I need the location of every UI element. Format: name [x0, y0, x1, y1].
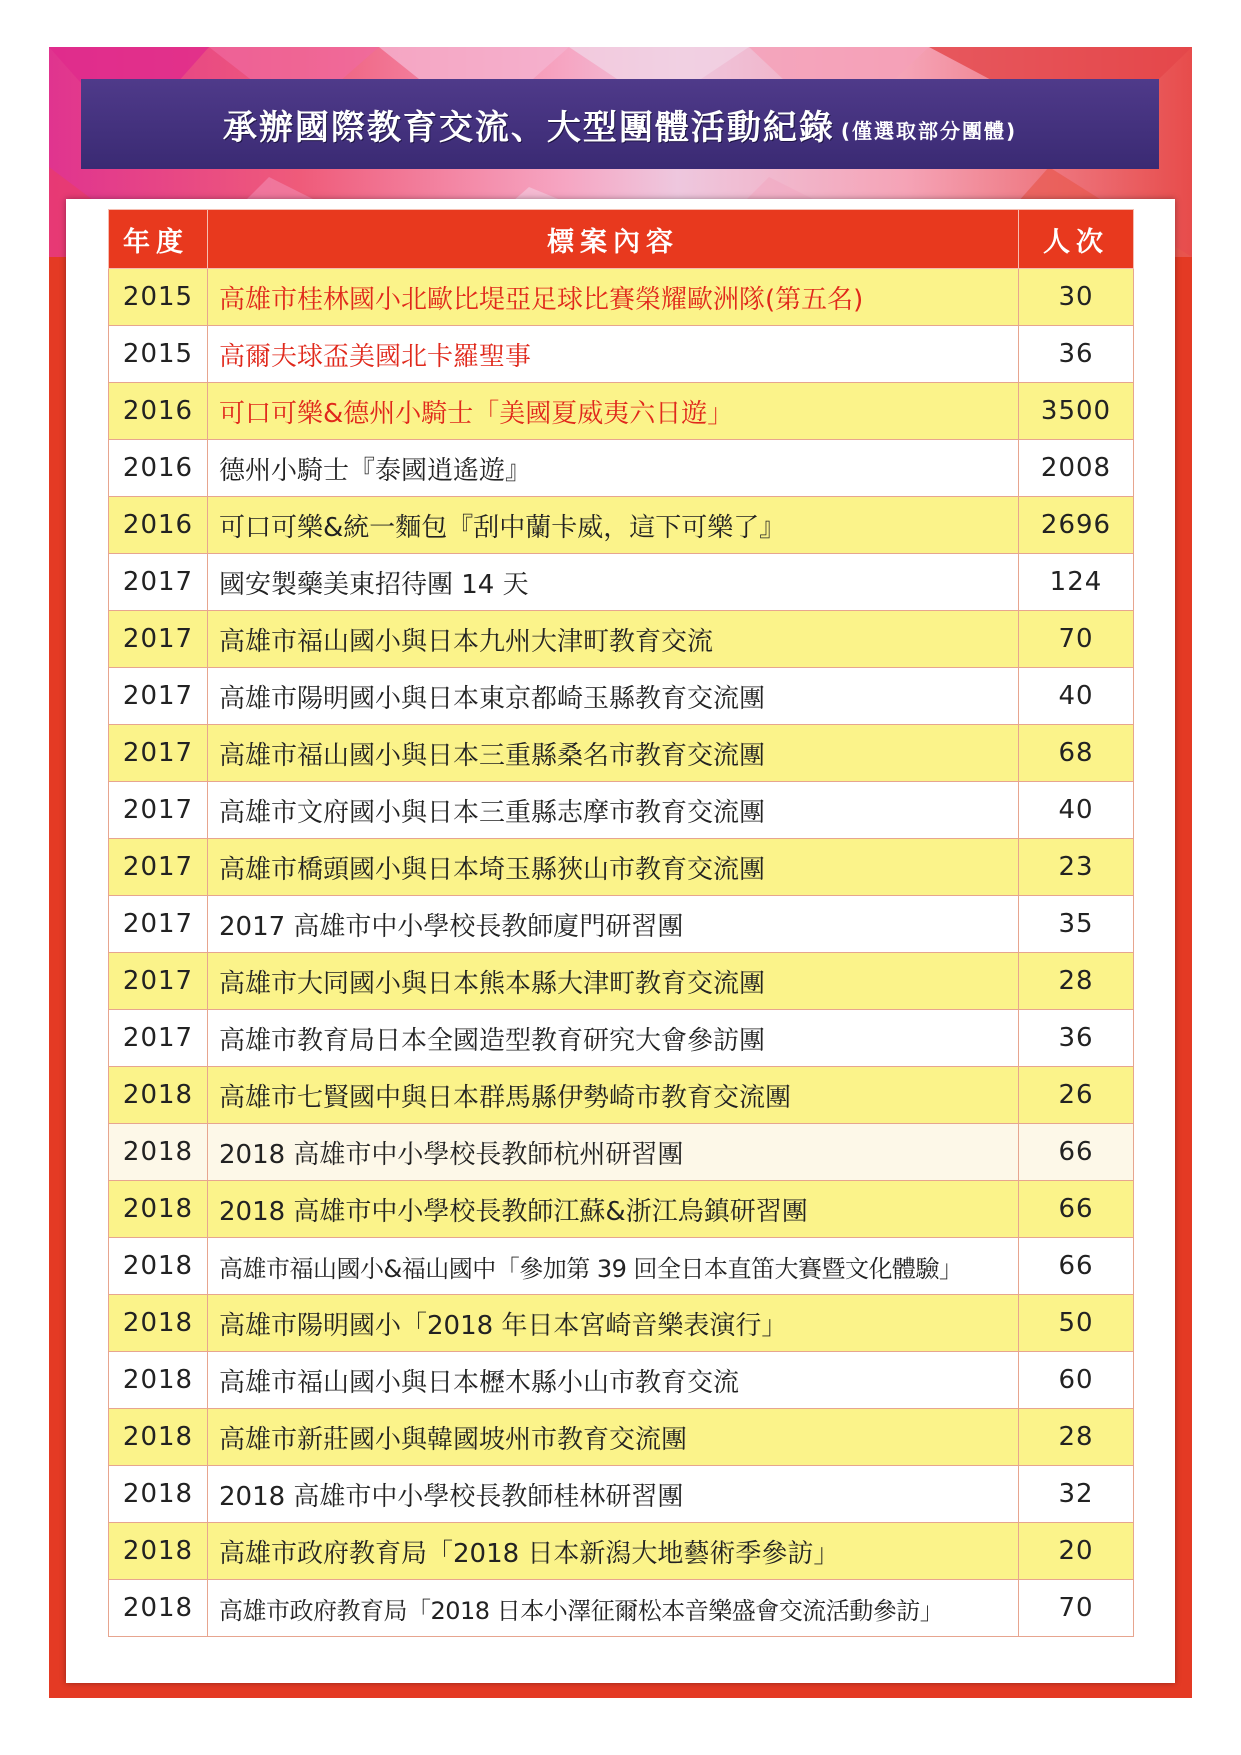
cell-content: 高雄市新莊國小與韓國坡州市教育交流團	[208, 1409, 1019, 1466]
cell-count: 124	[1019, 554, 1134, 611]
cell-content: 高雄市福山國小與日本三重縣桑名市教育交流團	[208, 725, 1019, 782]
table-row	[109, 326, 1134, 383]
cell-content: 2018 高雄市中小學校長教師杭州研習團	[208, 1124, 1019, 1181]
page-title: 承辦國際教育交流、大型團體活動紀錄	[222, 107, 835, 148]
header-year: 年度	[109, 210, 208, 269]
table-row	[109, 611, 1134, 668]
table-panel	[66, 199, 1175, 1683]
table-row	[109, 383, 1134, 440]
table-row	[109, 1181, 1134, 1238]
cell-content: 高爾夫球盃美國北卡羅聖事	[208, 326, 1019, 383]
cell-content: 高雄市陽明國小與日本東京都崎玉縣教育交流團	[208, 668, 1019, 725]
cell-year: 2018	[109, 1523, 208, 1580]
cell-count: 20	[1019, 1523, 1134, 1580]
cell-content: 2018 高雄市中小學校長教師江蘇&浙江烏鎮研習團	[208, 1181, 1019, 1238]
cell-count: 26	[1019, 1067, 1134, 1124]
cell-count: 36	[1019, 326, 1134, 383]
cell-count: 32	[1019, 1466, 1134, 1523]
cell-count: 66	[1019, 1238, 1134, 1295]
cell-count: 30	[1019, 269, 1134, 326]
table-row	[109, 497, 1134, 554]
cell-count: 60	[1019, 1352, 1134, 1409]
table-header-row	[109, 210, 1134, 269]
cell-content: 高雄市橋頭國小與日本埼玉縣狹山市教育交流團	[208, 839, 1019, 896]
cell-year: 2017	[109, 611, 208, 668]
cell-count: 50	[1019, 1295, 1134, 1352]
cell-year: 2018	[109, 1181, 208, 1238]
cell-year: 2017	[109, 554, 208, 611]
cell-count: 68	[1019, 725, 1134, 782]
cell-content: 可口可樂&德州小騎士「美國夏威夷六日遊」	[208, 383, 1019, 440]
cell-content: 高雄市福山國小與日本櫪木縣小山市教育交流	[208, 1352, 1019, 1409]
cell-content: 2017 高雄市中小學校長教師廈門研習團	[208, 896, 1019, 953]
table-row	[109, 1238, 1134, 1295]
records-table	[108, 209, 1134, 1637]
cell-count: 2696	[1019, 497, 1134, 554]
cell-content: 高雄市桂林國小北歐比堤亞足球比賽榮耀歐洲隊(第五名)	[208, 269, 1019, 326]
table-row	[109, 1010, 1134, 1067]
cell-year: 2018	[109, 1295, 208, 1352]
cell-year: 2015	[109, 326, 208, 383]
table-row	[109, 896, 1134, 953]
cell-count: 70	[1019, 1580, 1134, 1637]
table-row	[109, 1580, 1134, 1637]
table-row	[109, 1124, 1134, 1181]
cell-year: 2016	[109, 383, 208, 440]
table-row	[109, 1067, 1134, 1124]
cell-count: 28	[1019, 1409, 1134, 1466]
cell-count: 36	[1019, 1010, 1134, 1067]
cell-content: 高雄市七賢國中與日本群馬縣伊勢崎市教育交流團	[208, 1067, 1019, 1124]
cell-content: 2018 高雄市中小學校長教師桂林研習團	[208, 1466, 1019, 1523]
cell-content: 高雄市大同國小與日本熊本縣大津町教育交流團	[208, 953, 1019, 1010]
table-row	[109, 440, 1134, 497]
table-row	[109, 725, 1134, 782]
table-row	[109, 1523, 1134, 1580]
table-row	[109, 1352, 1134, 1409]
cell-count: 28	[1019, 953, 1134, 1010]
table-row	[109, 782, 1134, 839]
table-row	[109, 1295, 1134, 1352]
cell-content: 高雄市福山國小&福山國中「參加第 39 回全日本直笛大賽暨文化體驗」	[208, 1238, 1019, 1295]
cell-year: 2016	[109, 440, 208, 497]
table-row	[109, 668, 1134, 725]
table-row	[109, 554, 1134, 611]
cell-count: 35	[1019, 896, 1134, 953]
cell-year: 2017	[109, 839, 208, 896]
cell-year: 2018	[109, 1409, 208, 1466]
cell-year: 2018	[109, 1124, 208, 1181]
cell-year: 2017	[109, 782, 208, 839]
cell-year: 2015	[109, 269, 208, 326]
cell-count: 40	[1019, 668, 1134, 725]
cell-year: 2017	[109, 1010, 208, 1067]
cell-year: 2017	[109, 953, 208, 1010]
page-subtitle: (僅選取部分團體)	[840, 118, 1018, 143]
header-content: 標案內容	[208, 210, 1019, 269]
cell-count: 66	[1019, 1181, 1134, 1238]
cell-content: 高雄市福山國小與日本九州大津町教育交流	[208, 611, 1019, 668]
cell-year: 2016	[109, 497, 208, 554]
cell-year: 2018	[109, 1466, 208, 1523]
cell-count: 70	[1019, 611, 1134, 668]
table-row	[109, 269, 1134, 326]
cell-count: 66	[1019, 1124, 1134, 1181]
cell-count: 3500	[1019, 383, 1134, 440]
table-row	[109, 953, 1134, 1010]
page-frame	[49, 47, 1192, 1698]
cell-year: 2018	[109, 1580, 208, 1637]
cell-content: 德州小騎士『泰國逍遙遊』	[208, 440, 1019, 497]
cell-year: 2017	[109, 725, 208, 782]
cell-count: 2008	[1019, 440, 1134, 497]
cell-year: 2017	[109, 668, 208, 725]
cell-count: 23	[1019, 839, 1134, 896]
cell-content: 高雄市政府教育局「2018 日本小澤征爾松本音樂盛會交流活動參訪」	[208, 1580, 1019, 1637]
table-row	[109, 1409, 1134, 1466]
cell-year: 2018	[109, 1352, 208, 1409]
cell-content: 可口可樂&統一麵包『刮中蘭卡威，這下可樂了』	[208, 497, 1019, 554]
cell-content: 高雄市陽明國小「2018 年日本宮崎音樂表演行」	[208, 1295, 1019, 1352]
table-row	[109, 1466, 1134, 1523]
cell-count: 40	[1019, 782, 1134, 839]
cell-content: 高雄市文府國小與日本三重縣志摩市教育交流團	[208, 782, 1019, 839]
title-banner	[81, 79, 1159, 169]
cell-content: 國安製藥美東招待團 14 天	[208, 554, 1019, 611]
cell-year: 2018	[109, 1067, 208, 1124]
header-count: 人次	[1019, 210, 1134, 269]
cell-year: 2018	[109, 1238, 208, 1295]
cell-year: 2017	[109, 896, 208, 953]
cell-content: 高雄市教育局日本全國造型教育研究大會參訪團	[208, 1010, 1019, 1067]
table-row	[109, 839, 1134, 896]
cell-content: 高雄市政府教育局「2018 日本新潟大地藝術季參訪」	[208, 1523, 1019, 1580]
